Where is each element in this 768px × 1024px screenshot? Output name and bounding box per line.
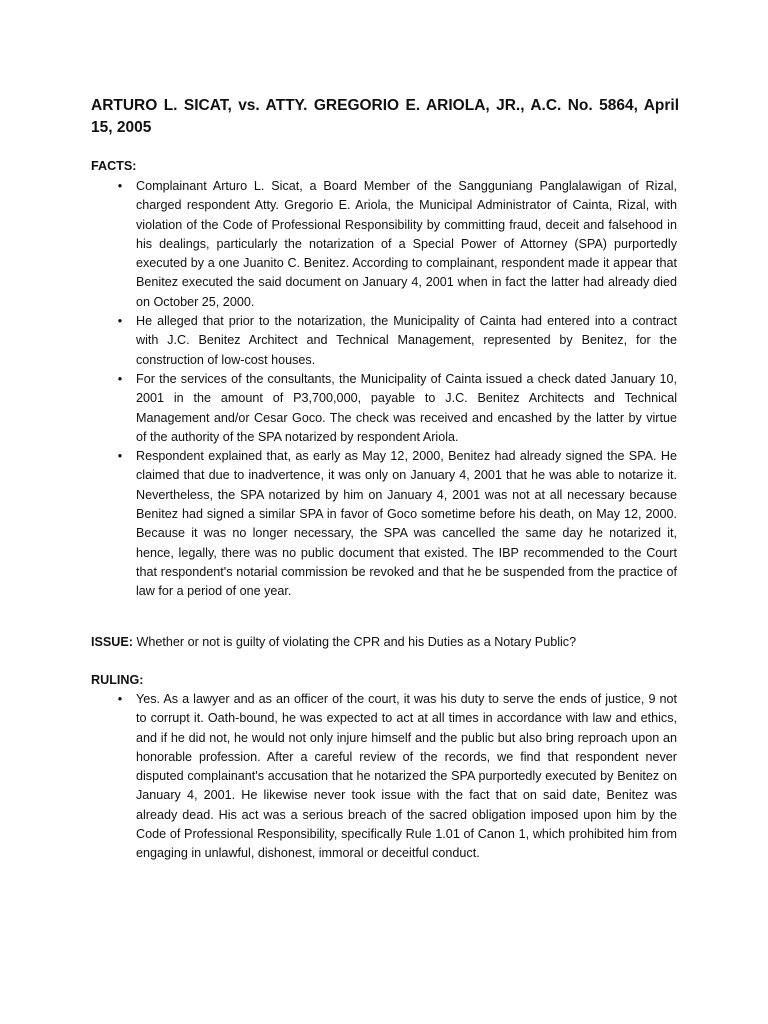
list-item bbox=[91, 447, 677, 601]
list-item bbox=[91, 312, 677, 370]
issue-label: ISSUE: bbox=[91, 635, 133, 649]
ruling-list bbox=[91, 690, 677, 864]
list-item bbox=[91, 370, 677, 447]
ruling-text: Yes. As a lawyer and as an officer of the court, it was his duty to serve the ends of justice, 9 not to corrupt it. Oath-bound, he was expected to act at all times in accordance with law and ethics, and if he did not, he would not only injure himself and the public but also bring reproach upon an honorable profession. After a careful review of the records, we find that respondent never disputed complainant's accusation that he notarized the SPA purportedly executed by Benitez on January 4, 2001. He likewise never took issue with the fact that on said date, Benitez was already dead. His act was a serious breach of the sacred obligation imposed upon him by the Code of Professional Responsibility, specifically Rule 1.01 of Canon 1, which prohibited him from engaging in unlawful, dishonest, immoral or deceitful conduct. bbox=[136, 692, 677, 861]
fact-text: He alleged that prior to the notarization, the Municipality of Cainta had entered into a contract with J.C. Benitez Architect and Technical Management, represented by Benitez, for the construction of low-cost houses. bbox=[136, 314, 677, 367]
issue-text: Whether or not is guilty of violating the CPR and his Duties as a Notary Public? bbox=[133, 635, 577, 649]
ruling-heading: RULING: bbox=[91, 673, 144, 687]
fact-text: For the services of the consultants, the Municipality of Cainta issued a check dated January 10, 2001 in the amount of P3,700,000, payable to J.C. Benitez Architects and Technical Management and/or Cesar Goco. The check was received and encashed by the latter by virtue of the authority of the SPA notarized by respondent Ariola. bbox=[136, 371, 677, 444]
bullet-icon: • bbox=[117, 371, 123, 386]
bullet-icon: • bbox=[117, 314, 123, 329]
fact-text: Complainant Arturo L. Sicat, a Board Member of the Sangguniang Panglalawigan of Rizal, charged respondent Atty. Gregorio E. Ariola, the Municipal Administrator of Cainta, Rizal, with violation of the Code of Professional Responsibility by committing fraud, deceit and falsehood in his dealings, particularly the notarization of a Special Power of Attorney (SPA) purportedly executed by a one Juanito C. Benitez. According to complainant, respondent made it appear that Benitez executed the said document on January 4, 2001 when in fact the latter had already died on October 25, 2000. bbox=[136, 179, 677, 309]
facts-list bbox=[91, 177, 677, 602]
bullet-icon: • bbox=[117, 692, 123, 706]
list-item bbox=[91, 177, 677, 312]
bullet-icon: • bbox=[117, 179, 123, 193]
issue-paragraph bbox=[91, 633, 691, 652]
bullet-icon: • bbox=[117, 449, 123, 464]
case-title: ARTURO L. SICAT, vs. ATTY. GREGORIO E. ARIOLA, JR., A.C. No. 5864, April 15, 2005 bbox=[91, 97, 679, 136]
facts-heading: FACTS: bbox=[91, 159, 137, 173]
fact-text: Respondent explained that, as early as May 12, 2000, Benitez had already signed the SPA. He claimed that due to inadvertence, it was only on January 4, 2001 that he was able to notarize it. Nevertheless, the SPA notarized by him on January 4, 2001 was not at all necessary because Benitez had signed a similar SPA in favor of Goco sometime before his death, on May 12, 2000. Because it was no longer necessary, the SPA was cancelled the same day he notarized it, hence, legally, there was no public document that existed. The IBP recommended to the Court that respondent's notarial commission be revoked and that he be suspended from the practice of law for a period of one year. bbox=[136, 449, 677, 599]
list-item bbox=[91, 690, 677, 864]
